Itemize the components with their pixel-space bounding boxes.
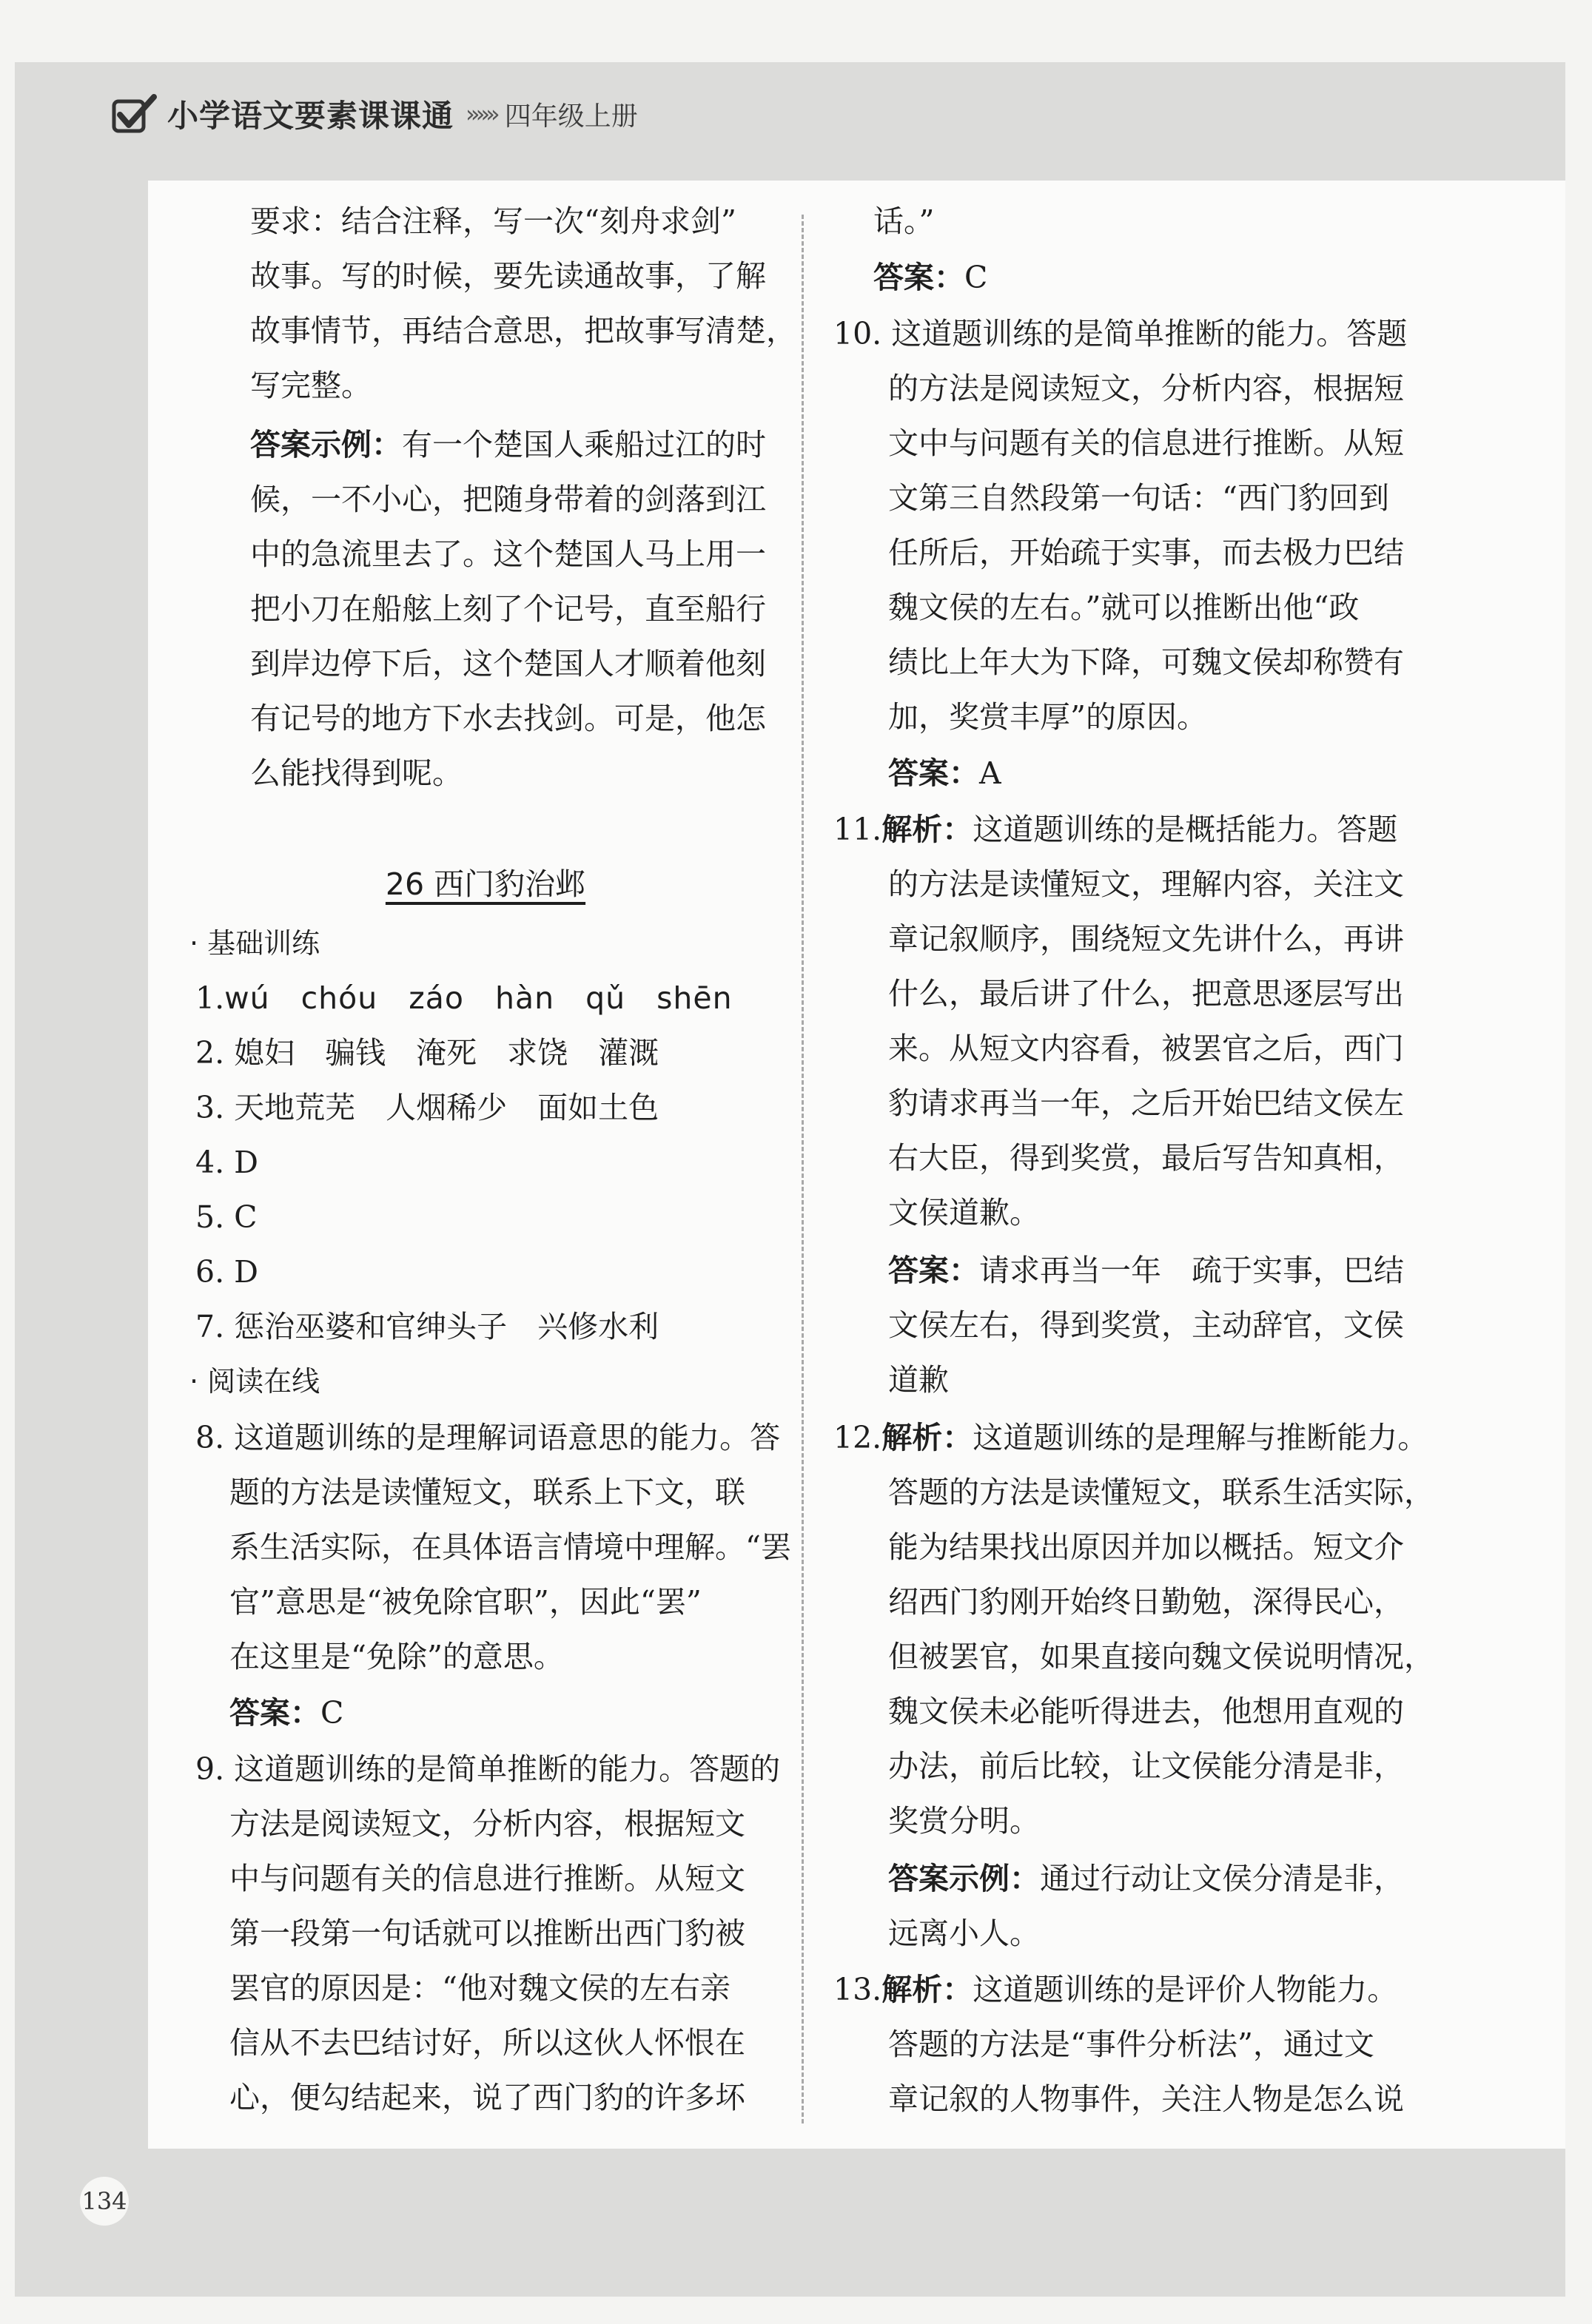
answer-value: C <box>320 1695 344 1731</box>
text-line: 话。” <box>873 203 935 239</box>
text-line: 有记号的地方下水去找剑。可是，他怎 <box>250 701 766 736</box>
analysis-line <box>833 802 1397 857</box>
text-line: 什么，最后讲了什么，把意思逐层写出 <box>888 976 1404 1011</box>
text-line: 的方法是读懂短文，理解内容，关注文 <box>888 866 1404 902</box>
subsection-heading: · 阅读在线 <box>189 1365 320 1398</box>
text-line: 在这里是“免除”的意思。 <box>229 1639 564 1674</box>
answer-label: 答案： <box>873 260 964 295</box>
text-line: 加，奖赏丰厚”的原因。 <box>888 699 1207 735</box>
text-line: 中的急流里去了。这个楚国人马上用一 <box>250 536 766 572</box>
subsection-heading: · 基础训练 <box>189 927 320 960</box>
answer-line <box>195 971 733 1025</box>
analysis-label: 解析： <box>881 1420 973 1455</box>
text-line: 的方法是阅读短文，分析内容，根据短 <box>888 371 1404 406</box>
text-line: 8. 这道题训练的是理解词语意思的能力。答 <box>195 1420 781 1455</box>
text-line: 右大臣，得到奖赏，最后写告知真相， <box>888 1140 1404 1176</box>
section-title: 26 西门豹治邺 <box>385 866 586 902</box>
page-number: 134 <box>80 2177 129 2226</box>
text-line: 来。从短文内容看，被罢官之后，西门 <box>888 1031 1404 1066</box>
answer-example-label: 答案示例： <box>250 427 402 462</box>
text-line: 办法，前后比较，让文侯能分清是非， <box>888 1748 1404 1784</box>
text-line: 文第三自然段第一句话：“西门豹回到 <box>888 480 1389 516</box>
text-line: 魏文侯的左右。”就可以推断出他“政 <box>888 590 1360 625</box>
text-line: 绩比上年大为下降，可魏文侯却称赞有 <box>888 644 1404 680</box>
text-line: 通过行动让文侯分清是非， <box>1040 1861 1404 1896</box>
text-line: 章记叙的人物事件，关注人物是怎么说 <box>888 2081 1404 2117</box>
answer-label: 答案： <box>888 1253 979 1288</box>
analysis-label: 解析： <box>881 1972 973 2007</box>
answer-value: 请求再当一年 疏于实事，巴结 <box>979 1253 1404 1288</box>
answer-line: 7. 惩治巫婆和官绅头子 兴修水利 <box>195 1309 659 1344</box>
answer-line <box>873 250 987 305</box>
analysis-line <box>833 1410 1428 1465</box>
answer-example-line <box>250 417 766 472</box>
text-line: 远离小人。 <box>888 1916 1040 1951</box>
text-line: 任所后，开始疏于实事，而去极力巴结 <box>888 535 1404 570</box>
answer-value: C <box>964 260 988 295</box>
question-number: 12. <box>833 1420 882 1455</box>
question-number: 11. <box>833 812 882 847</box>
text-line: 答题的方法是读懂短文，联系生活实际， <box>888 1475 1434 1510</box>
text-line: 中与问题有关的信息进行推断。从短文 <box>229 1861 745 1896</box>
answer-example-label: 答案示例： <box>888 1861 1040 1896</box>
text-line: 章记叙顺序，围绕短文先讲什么，再讲 <box>888 921 1404 957</box>
text-line: 但被罢官，如果直接向魏文侯说明情况， <box>888 1639 1434 1674</box>
text-line: 故事情节，再结合意思，把故事写清楚， <box>250 313 796 348</box>
text-line: 奖赏分明。 <box>888 1803 1040 1839</box>
text-line: 心，便勾结起来，说了西门豹的许多坏 <box>229 2080 745 2115</box>
text-line: 文侯道歉。 <box>888 1195 1040 1230</box>
text-line: 这道题训练的是概括能力。答题 <box>973 812 1398 847</box>
answer-line <box>229 1685 343 1740</box>
answer-example-line <box>888 1851 1404 1906</box>
book-header <box>111 87 638 141</box>
pinyin-answer: wú chóu záo hàn qǔ shēn <box>224 980 733 1016</box>
text-line: 罢官的原因是：“他对魏文侯的左右亲 <box>229 1970 730 2006</box>
text-line: 文中与问题有关的信息进行推断。从短 <box>888 425 1404 461</box>
answer-line: 6. D <box>195 1254 259 1290</box>
text-line: 题的方法是读懂短文，联系上下文，联 <box>229 1475 745 1510</box>
question-number: 13. <box>833 1972 882 2007</box>
answer-line: 4. D <box>195 1145 259 1180</box>
text-line: 道歉 <box>888 1362 949 1398</box>
text-line: 文侯左右，得到奖赏，主动辞官，文侯 <box>888 1307 1404 1343</box>
answer-line: 5. C <box>195 1199 258 1235</box>
column-divider <box>802 215 804 2123</box>
text-line: 有一个楚国人乘船过江的时 <box>402 427 766 462</box>
text-line: 到岸边停下后，这个楚国人才顺着他刻 <box>250 646 766 681</box>
text-line: 9. 这道题训练的是简单推断的能力。答题的 <box>195 1751 781 1787</box>
text-line: 系生活实际，在具体语言情境中理解。“罢 <box>229 1529 791 1565</box>
text-line: 第一段第一句话就可以推断出西门豹被 <box>229 1916 745 1951</box>
text-line: 写完整。 <box>250 368 372 403</box>
text-line: 候，一不小心，把随身带着的剑落到江 <box>250 482 766 517</box>
answer-line: 2. 媳妇 骗钱 淹死 求饶 灌溉 <box>195 1035 659 1071</box>
chevron-icon: »»» <box>466 100 496 128</box>
analysis-label: 解析： <box>881 812 973 847</box>
analysis-line <box>833 1962 1397 2017</box>
text-line: 豹请求再当一年，之后开始巴结文侯左 <box>888 1085 1404 1121</box>
text-line: 信从不去巴结讨好，所以这伙人怀恨在 <box>229 2025 745 2061</box>
book-title: 小学语文要素课课通 <box>167 98 454 134</box>
text-line: 官”意思是“被免除官职”，因此“罢” <box>229 1584 702 1620</box>
answer-label: 答案： <box>888 755 979 791</box>
text-line: 要求：结合注释，写一次“刻舟求剑” <box>250 203 736 239</box>
grade-label: 四年级上册 <box>504 101 638 132</box>
text-line: 能为结果找出原因并加以概括。短文介 <box>888 1529 1404 1565</box>
answer-line <box>888 746 1001 801</box>
text-line: 答题的方法是“事件分析法”，通过文 <box>888 2027 1374 2062</box>
checkmark-icon <box>111 92 158 135</box>
text-line: 方法是阅读短文，分析内容，根据短文 <box>229 1806 745 1842</box>
answer-label: 答案： <box>229 1695 320 1731</box>
answer-value: A <box>979 755 1001 791</box>
answer-line: 3. 天地荒芜 人烟稀少 面如土色 <box>195 1090 659 1125</box>
footer-band <box>15 2149 1565 2297</box>
answer-line <box>888 1243 1404 1298</box>
text-line: 把小刀在船舷上刻了个记号，直至船行 <box>250 591 766 627</box>
text-line: 魏文侯未必能听得进去，他想用直观的 <box>888 1694 1404 1729</box>
text-line: 10. 这道题训练的是简单推断的能力。答题 <box>833 316 1408 351</box>
left-margin-band <box>15 181 148 2297</box>
text-line: 绍西门豹刚开始终日勤勉，深得民心， <box>888 1584 1404 1620</box>
text-line: 么能找得到呢。 <box>250 755 463 791</box>
text-line: 这道题训练的是评价人物能力。 <box>973 1972 1398 2007</box>
text-line: 故事。写的时候，要先读通故事，了解 <box>250 258 766 294</box>
question-number: 1. <box>195 980 225 1016</box>
text-line: 这道题训练的是理解与推断能力。 <box>973 1420 1428 1455</box>
